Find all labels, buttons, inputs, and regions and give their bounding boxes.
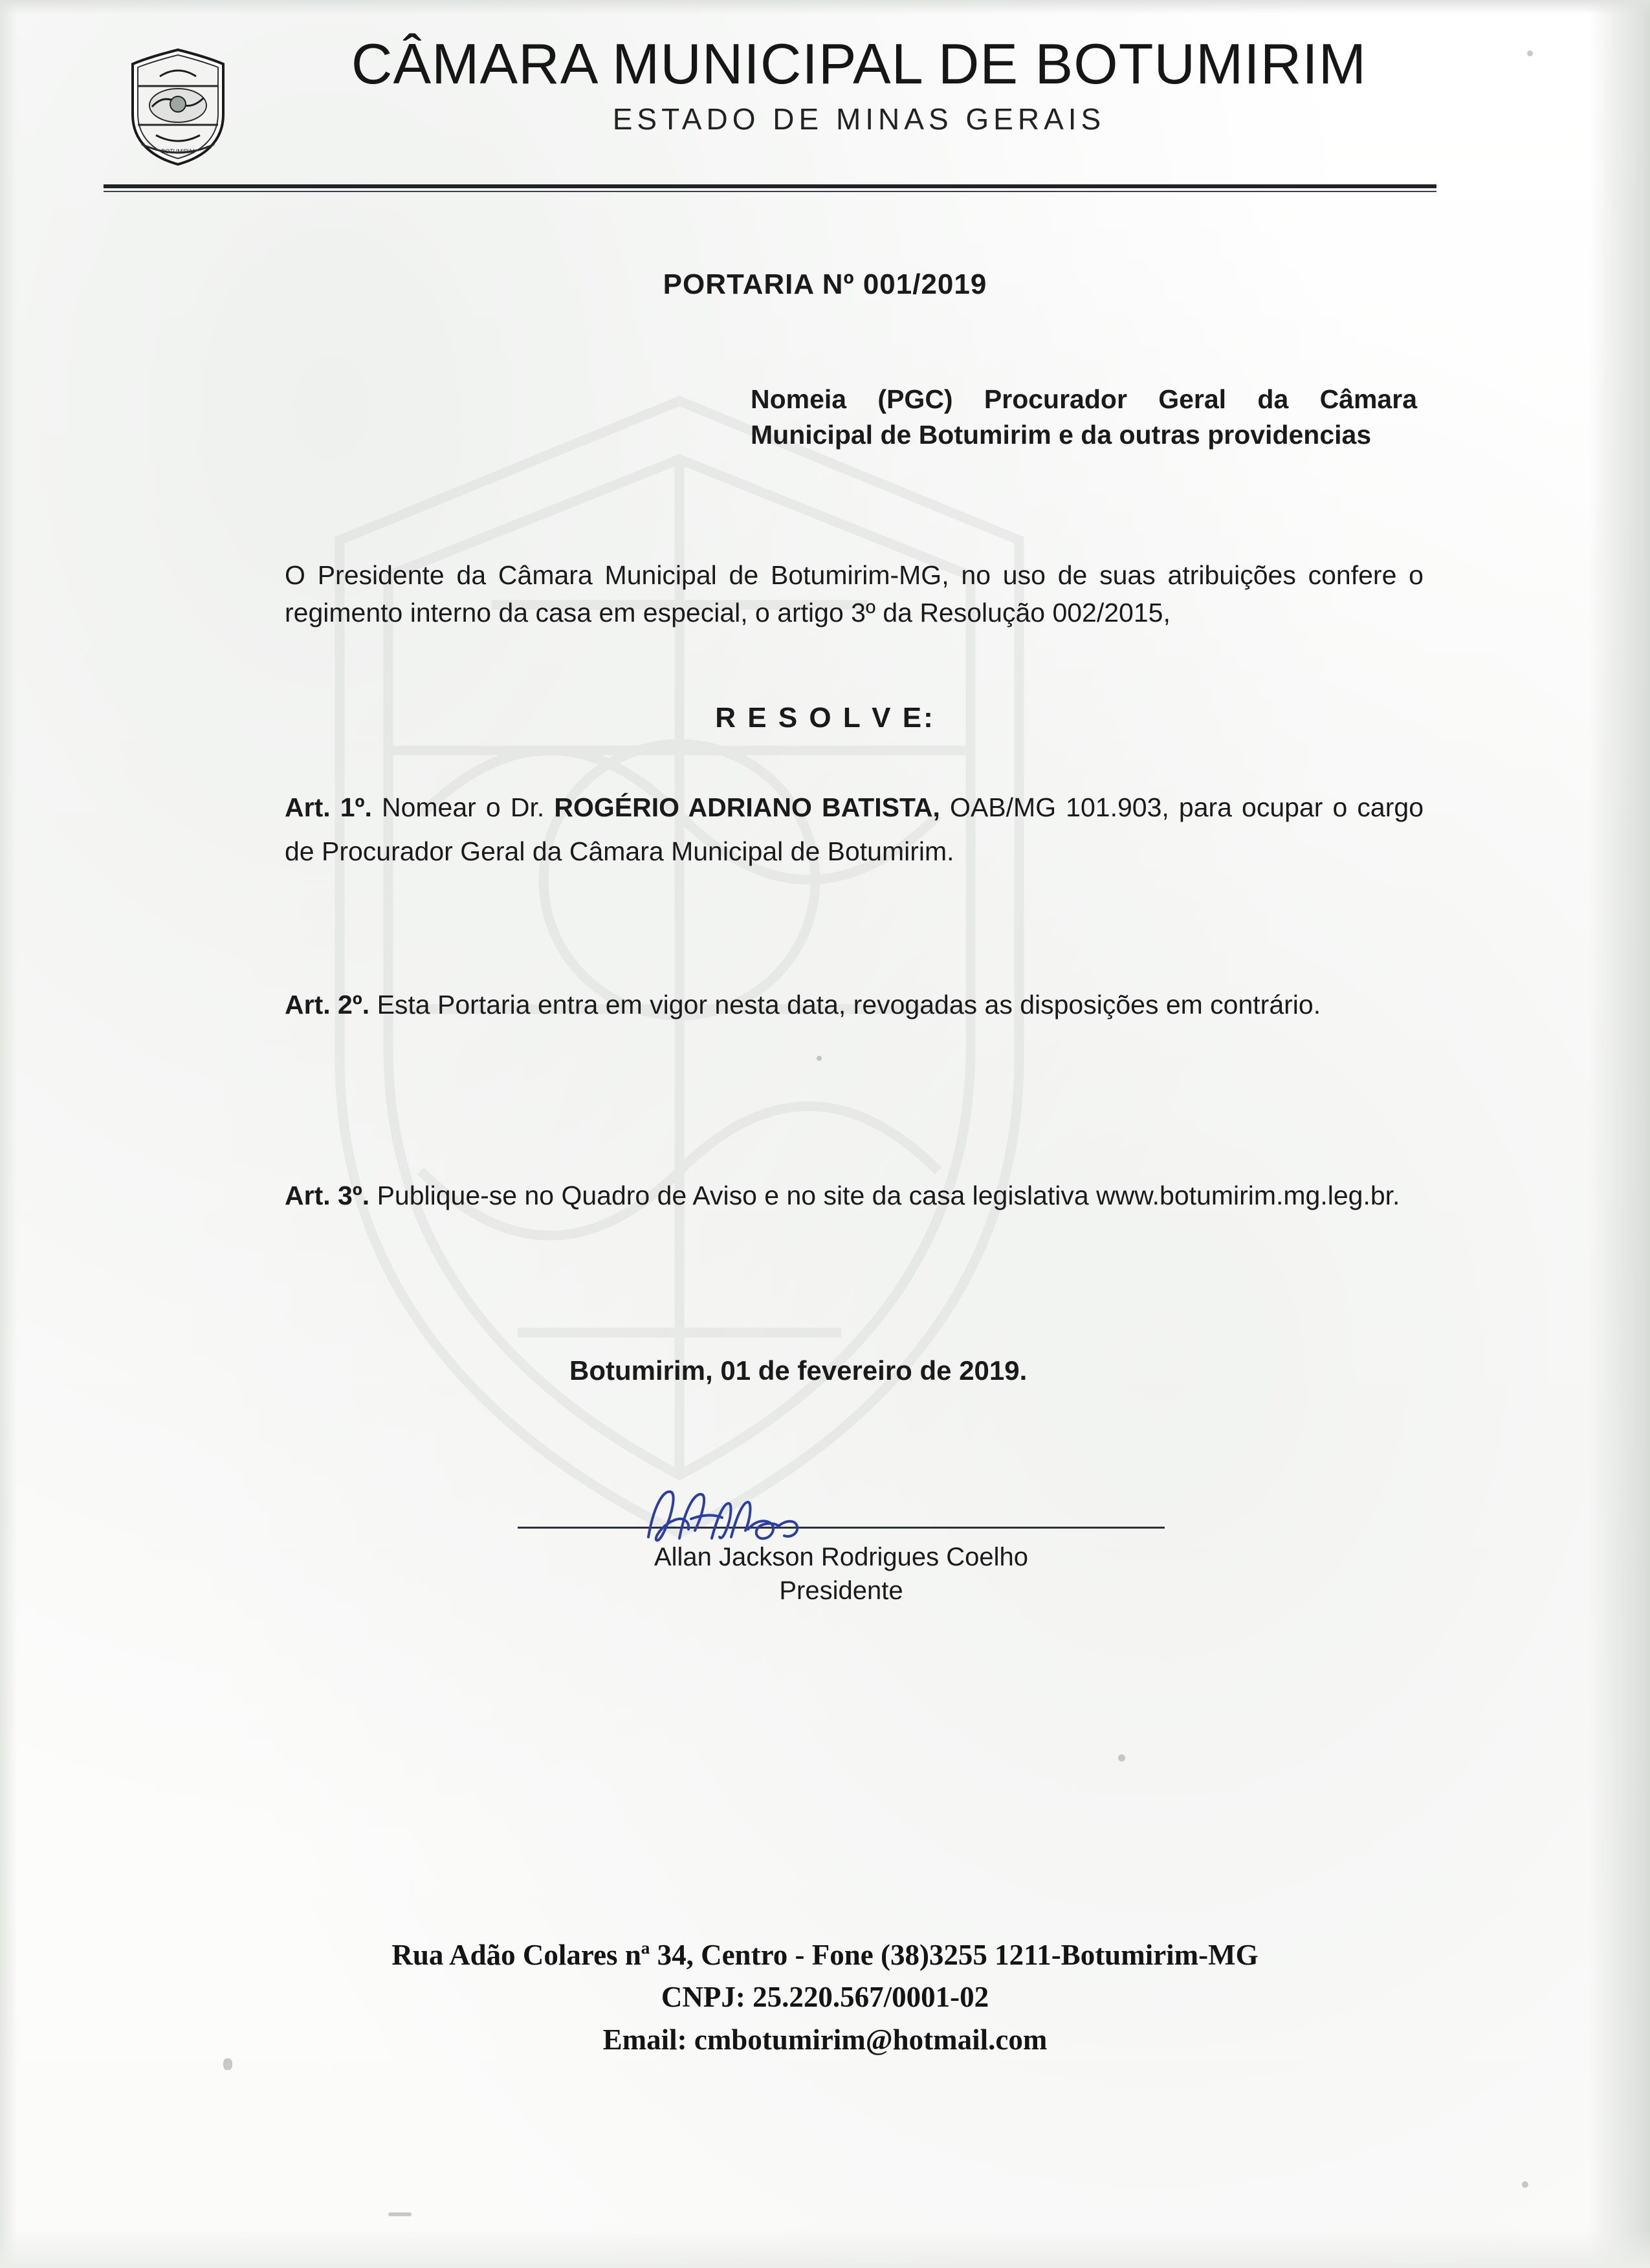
article-2-text-before: Esta Portaria entra em vigor nesta data, revogadas as disposições em contrário.	[369, 990, 1321, 1020]
signatory-name: Allan Jackson Rodrigues Coelho	[654, 1543, 1029, 1571]
header-divider	[104, 184, 1436, 188]
article-1-text-after: OAB/MG 101.903, para ocupar o cargo de Procurador Geral da Câmara Municipal de Botumirim.	[285, 792, 1424, 866]
resolve-heading: R E S O L V E:	[715, 702, 935, 734]
scan-speck	[1118, 1754, 1125, 1761]
page-edge-shadow-bottom	[0, 2229, 1650, 2268]
article-2-label: Art. 2º.	[285, 990, 370, 1020]
article-3	[285, 1174, 1424, 1218]
article-2	[285, 983, 1424, 1027]
article-1-label: Art. 1º.	[285, 792, 372, 822]
document-ementa: Nomeia (PGC) Procurador Geral da Câmara Municipal de Botumirim e da outras providencias	[751, 384, 1417, 450]
footer-cnpj: CNPJ: 25.220.567/0001-02	[661, 1981, 989, 2014]
scan-speck	[388, 2212, 412, 2216]
document-number: PORTARIA Nº 001/2019	[663, 268, 987, 300]
article-3-text-before: Publique-se no Quadro de Aviso e no site da casa legislativa www.botumirim.mg.leg.br.	[369, 1181, 1400, 1210]
signature-mark	[634, 1481, 841, 1553]
signature-line	[518, 1527, 1165, 1529]
footer-address: Rua Adão Colares nª 34, Centro - Fone (38)3255 1211-Botumirim-MG	[391, 1939, 1259, 1971]
watermark-coat-of-arms-icon	[194, 362, 1165, 1591]
page-edge-shadow-left	[0, 0, 17, 2268]
city-and-date: Botumirim, 01 de fevereiro de 2019.	[569, 1355, 1028, 1386]
scan-speck	[223, 2058, 232, 2070]
svg-text:BOTUMIRIM: BOTUMIRIM	[161, 148, 195, 155]
page-edge-shadow-right	[1589, 0, 1650, 2268]
coat-of-arms-icon	[126, 47, 230, 167]
scan-speck	[817, 1056, 822, 1061]
scan-speck	[1527, 50, 1533, 56]
document-preamble: O Presidente da Câmara Municipal de Botumirim-MG, no uso de suas atribuições confere o regimento interno da casa em especial, o artigo 3º da Resolução 002/2015,	[285, 560, 1424, 628]
article-1	[285, 786, 1424, 873]
scan-speck	[1522, 2181, 1528, 2188]
letterhead	[116, 32, 1462, 155]
page-title: CÂMARA MUNICIPAL DE BOTUMIRIM	[351, 32, 1367, 96]
page-edge-shadow-top	[0, 0, 1650, 14]
footer	[0, 1934, 1650, 2061]
header-divider-secondary	[104, 191, 1436, 192]
signatory-role: Presidente	[779, 1576, 903, 1605]
article-1-text-before: Nomear o Dr.	[371, 792, 555, 822]
signature-block	[518, 1527, 1165, 1608]
article-3-label: Art. 3º.	[285, 1181, 370, 1210]
footer-email: Email: cmbotumirim@hotmail.com	[602, 2023, 1048, 2056]
article-1-emphasis: ROGÉRIO ADRIANO BATISTA,	[554, 792, 940, 822]
header-subtitle: ESTADO DE MINAS GERAIS	[612, 102, 1106, 136]
